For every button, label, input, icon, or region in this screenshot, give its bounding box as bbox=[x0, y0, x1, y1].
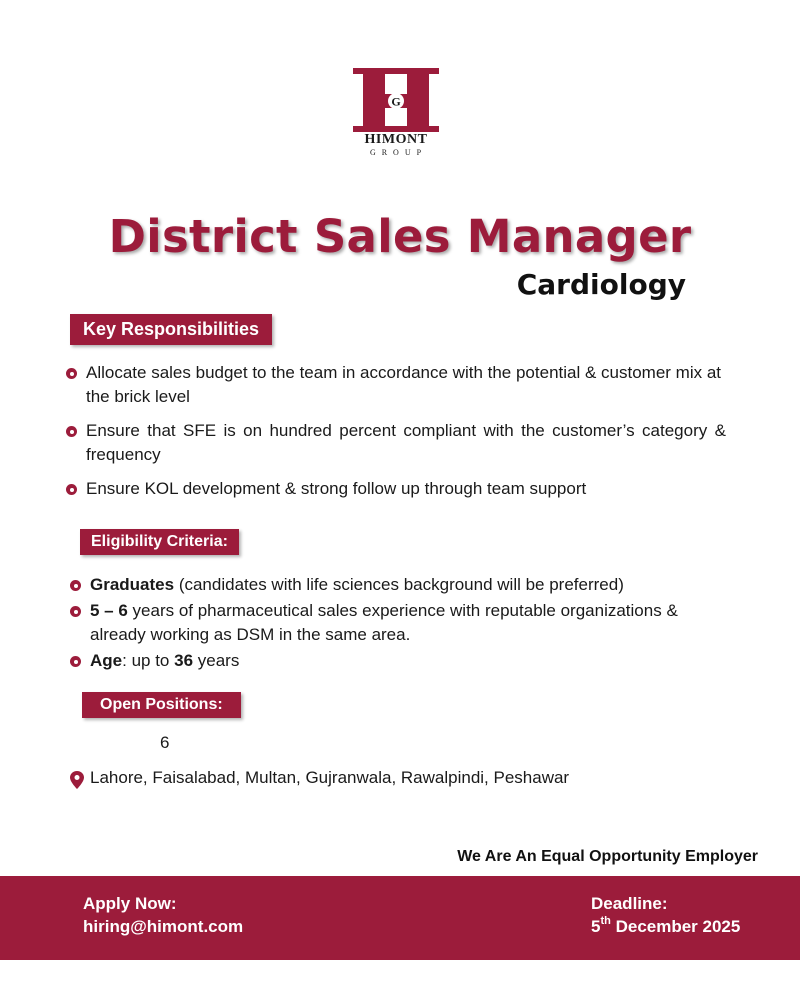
locations-text: Lahore, Faisalabad, Multan, Gujranwala, Rawalpindi, Peshawar bbox=[90, 768, 570, 787]
open-positions-heading: Open Positions: bbox=[82, 692, 241, 718]
responsibilities-heading: Key Responsibilities bbox=[70, 314, 272, 345]
bullet-icon bbox=[70, 656, 81, 667]
deadline-date: 5th December 2025 bbox=[591, 915, 741, 936]
list-item: Allocate sales budget to the team in accordance with the potential & customer mix at the brick level bbox=[66, 361, 726, 409]
list-item: Graduates (candidates with life sciences background will be preferred) bbox=[70, 573, 730, 597]
himont-h-logo-icon bbox=[353, 68, 439, 132]
job-specialty: Cardiology bbox=[516, 268, 686, 301]
bullet-icon bbox=[66, 426, 77, 437]
deadline-label: Deadline: bbox=[591, 894, 668, 913]
logo-name: HIMONT bbox=[364, 132, 428, 147]
logo-initial: G bbox=[391, 94, 401, 109]
job-title: District Sales Manager bbox=[108, 210, 692, 263]
list-item: Ensure that SFE is on hundred percent compliant with the customer’s category & frequency bbox=[66, 419, 726, 467]
equal-opportunity-statement: We Are An Equal Opportunity Employer bbox=[457, 848, 758, 865]
footer-band bbox=[0, 876, 800, 960]
bullet-icon bbox=[70, 580, 81, 591]
location-pin-icon bbox=[70, 771, 84, 789]
bullet-icon bbox=[66, 368, 77, 379]
list-item: Ensure KOL development & strong follow up through team support bbox=[66, 477, 726, 501]
list-item: 5 – 6 years of pharmaceutical sales experience with reputable organizations & already working as DSM in the same area. bbox=[70, 599, 730, 647]
eligibility-list bbox=[70, 573, 730, 675]
apply-email-link[interactable]: hiring@himont.com bbox=[83, 917, 244, 936]
logo-group: GROUP bbox=[369, 148, 428, 157]
open-positions-count: 6 bbox=[160, 733, 170, 752]
bullet-icon bbox=[70, 606, 81, 617]
himont-logo bbox=[353, 68, 439, 160]
responsibilities-list bbox=[66, 361, 726, 511]
eligibility-heading: Eligibility Criteria: bbox=[80, 529, 239, 555]
list-item: Age: up to 36 years bbox=[70, 649, 730, 673]
apply-label: Apply Now: bbox=[83, 894, 177, 913]
bullet-icon bbox=[66, 484, 77, 495]
